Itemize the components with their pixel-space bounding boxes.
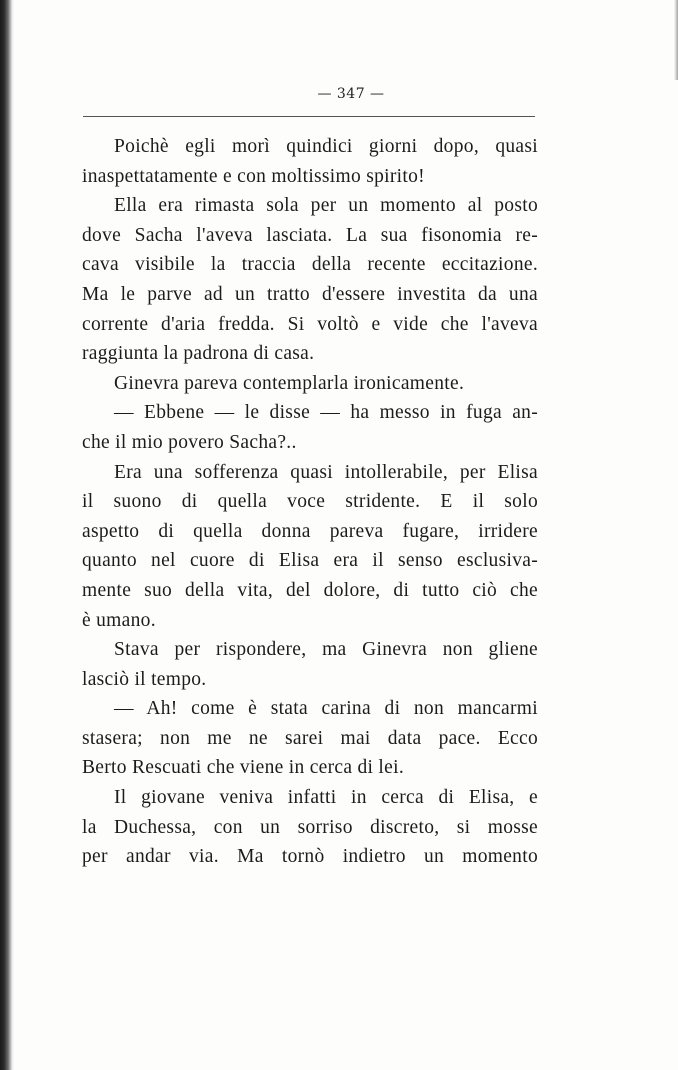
text-line: mente suo della vita, del dolore, di tutto ciò che (82, 579, 538, 601)
text-line: Il giovane veniva infatti in cerca di Elisa, e (114, 787, 538, 809)
text-line: stasera; non me ne sarei mai data pace. Ecco (82, 727, 538, 749)
text-line: è umano. (82, 609, 156, 631)
body-text (82, 132, 538, 872)
text-line: quanto nel cuore di Elisa era il senso esclusiva- (82, 550, 538, 572)
text-line: Era una sofferenza quasi intollerabile, per Elisa (114, 461, 538, 483)
text-line: Ella era rimasta sola per un momento al posto (114, 195, 538, 217)
text-line: cava visibile la traccia della recente eccitazione. (82, 254, 538, 276)
text-line: — Ah! come è stata carina di non mancarmi (114, 698, 538, 720)
text-line: aspetto di quella donna pareva fugare, irridere (82, 520, 538, 542)
page-binding-edge (0, 0, 14, 1070)
page-right-edge (674, 0, 678, 80)
text-line: — Ebbene — le disse — ha messo in fuga an- (114, 402, 538, 424)
page-number (0, 86, 678, 102)
text-line: Stava per rispondere, ma Ginevra non gliene (114, 639, 538, 661)
text-line: lasciò il tempo. (82, 668, 207, 690)
text-line: inaspettatamente e con moltissimo spirito! (82, 165, 425, 187)
text-line: per andar via. Ma tornò indietro un momento (82, 846, 538, 868)
page-number-label: — 347 — (317, 86, 385, 102)
text-line: Ginevra pareva contemplarla ironicamente. (114, 372, 465, 394)
text-line: corrente d'aria fredda. Si voltò e vide che l'aveva (82, 313, 538, 335)
text-line: il suono di quella voce stridente. E il solo (82, 491, 538, 513)
text-line: che il mio povero Sacha?.. (82, 431, 297, 453)
text-line: dove Sacha l'aveva lasciata. La sua fisonomia re- (82, 224, 538, 246)
header-rule (83, 116, 535, 117)
text-line: raggiunta la padrona di casa. (82, 343, 315, 365)
text-line: Ma le parve ad un tratto d'essere investita da una (82, 283, 538, 305)
text-line: Poichè egli morì quindici giorni dopo, quasi (114, 136, 538, 157)
text-line: Berto Rescuati che viene in cerca di lei. (82, 757, 404, 779)
text-line: la Duchessa, con un sorriso discreto, si mosse (82, 816, 538, 838)
